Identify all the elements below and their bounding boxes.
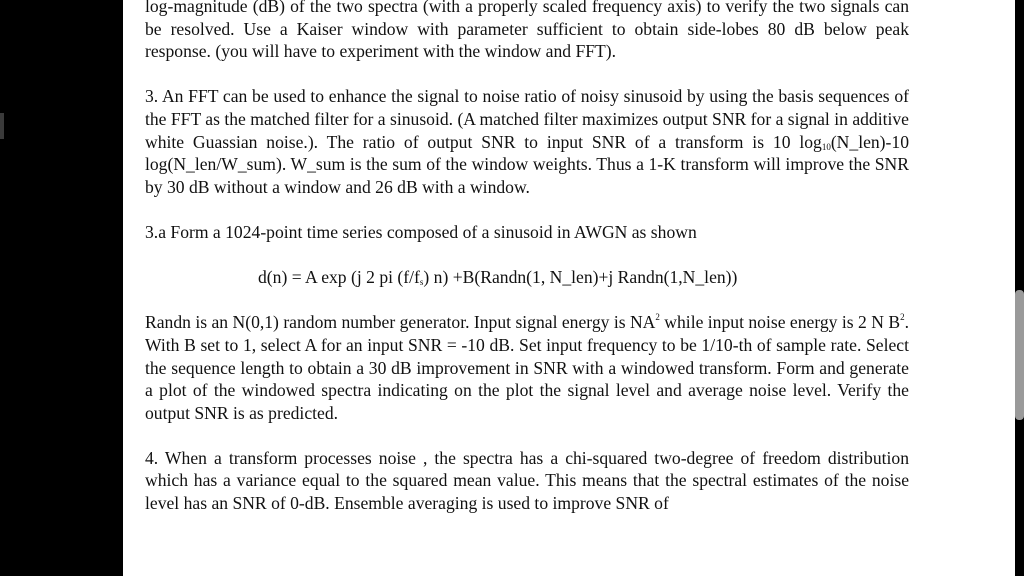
paragraph-text: . With B set to 1, select A for an input SNR = -10 dB. Set input frequency to be 1/10-th of sample rate. Select the sequence length to obtain a 30 dB improvement in SNR with a windowed transform. Form and generate a plot of the windowed spectra indicating on the plot the signal level and average noise level. Verify the output SNR is as predicted. [145, 312, 909, 423]
left-edge-marker [0, 113, 4, 139]
log-base-subscript: 10 [821, 141, 831, 152]
paragraph-3-fft-snr [145, 85, 909, 198]
equation-text: d(n) = A exp (j 2 pi (f/f [258, 267, 420, 288]
paragraph-text: 3. An FFT can be used to enhance the signal to noise ratio of noisy sinusoid by using the basis sequences of the FFT as the matched filter for a sinusoid. (A matched filter maximizes output SNR for a signal in additive white Guassian noise.). The ratio of output SNR to input SNR of a transform is 10 log [145, 86, 909, 152]
scrollbar-thumb[interactable] [1015, 290, 1024, 420]
paragraph-randn [145, 311, 909, 424]
paragraph-4-chi-squared [145, 447, 909, 515]
paragraph-text: 3.a Form a 1024-point time series composed of a sinusoid in AWGN as shown [145, 221, 697, 242]
paragraph-text: 4. When a transform processes noise , the spectra has a chi-squared two-degree of freedom distribution which has a variance equal to the squared mean value. This means that the spectral estimates of the noise level has an SNR of 0-dB. Ensemble averaging is used to improve SNR of [145, 447, 909, 514]
sample-rate-subscript: s [419, 277, 424, 288]
equation-text: ) n) +B(Randn(1, N_len)+j Randn(1,N_len)) [423, 267, 738, 288]
paragraph-text: (N_len)-10 log(N_len/W_sum). W_sum is the sum of the window weights. Thus a 1-K transform will improve the SNR by 30 dB without a window and 26 dB with a window. [145, 131, 909, 197]
paragraph-text: while input noise energy is 2 N B [659, 312, 901, 333]
paragraph-kaiser-window [145, 0, 909, 63]
paragraph-text: Randn is an N(0,1) random number generator. Input signal energy is NA [145, 312, 656, 333]
superscript: 2 [900, 312, 905, 323]
paragraph-3a-heading [145, 221, 909, 244]
scrollbar-track[interactable] [1015, 0, 1024, 576]
superscript: 2 [655, 312, 660, 323]
equation-dn [145, 266, 909, 289]
document-page [123, 0, 1015, 576]
paragraph-text: log-magnitude (dB) of the two spectra (with a properly scaled frequency axis) to verify the two signals can be resolved. Use a Kaiser window with parameter sufficient to obtain side-lobes 80 dB below peak response. (you will have to experiment with the window and FFT). [145, 0, 909, 62]
document-content [145, 0, 909, 515]
